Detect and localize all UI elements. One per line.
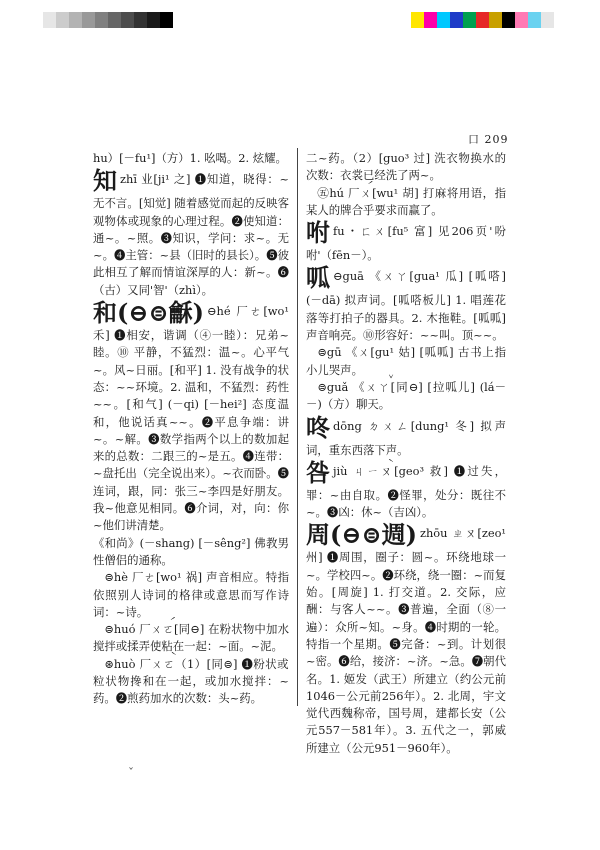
color-swatch-8	[502, 12, 515, 28]
entry-dong	[306, 414, 506, 459]
entry-fu-text: fu・ㄈㄨ[fu⁵ 富] 见206页'吩咐'（fēn－）。	[306, 224, 506, 263]
stray-pen-mark: ˇ	[128, 766, 134, 780]
color-calibration-strip	[411, 12, 554, 28]
color-swatch-2	[424, 12, 437, 28]
gray-swatch-10	[147, 12, 160, 28]
entry-gua-text: ⊖guā 《ㄨㄚ[gua¹ 瓜] [呱嗒] (－dā) 拟声词。[呱嗒板儿] 1. 唱莲花落等打拍子的器具。2. 木拖鞋。[呱呱] 声音响亮。⑩形容好：~~叫。顶~~。	[306, 269, 506, 343]
subentry-he-3: ⊜huó 厂ㄨㄛ́[同⊖] 在粉状物中加水搅拌或揉弄使粘在一起：~面。~泥。	[93, 622, 289, 654]
grayscale-calibration-strip	[30, 12, 173, 28]
headword-jiu: 咎	[306, 457, 330, 487]
subentry-he-2: ⊜hè 厂ㄜ[wo¹ 祸] 声音相应。特指依照别人诗词的格律或意思而写作诗词：~诗。	[93, 570, 289, 619]
gray-swatch-7	[108, 12, 121, 28]
color-swatch-1	[411, 12, 424, 28]
gray-swatch-8	[121, 12, 134, 28]
right-column	[306, 150, 506, 757]
entry-gua	[306, 264, 506, 344]
color-swatch-5	[463, 12, 476, 28]
gray-swatch-3	[56, 12, 69, 28]
subentry-heshang: 《和尚》(－shang) [－sêng²] 佛教男性僧侣的通称。	[93, 535, 289, 567]
subentry-gua-2: ⊜gū 《ㄨ[gu¹ 姑] [呱呱] 古书上指小儿哭声。	[306, 345, 506, 377]
subentry-gua-3: ⊜guǎ 《ㄨㄚ̌[同⊖] [拉呱儿] (lá－－)（方）聊天。	[306, 379, 506, 412]
left-column	[93, 150, 289, 708]
entry-continuation-right: 二~药。（2）[guo³ 过] 洗衣物换水的次数：衣裳已经洗了两~。	[306, 151, 506, 183]
entry-zhou-text: zhōu ㄓㄡ[zeo¹ 州] ❶周围，圈子：圆~。环绕地球一~。学校四~。❷环绕，绕一圈：~而复始。[周旋] 1. 打交道。2. 交际，应酬：与客人~~。❸普遍，全面（⑧一遍）：众所~知。~身。❹时期的一轮。特指一个星期。❺完备：~到。计划很~密。❻给，接济：~济。~急。❼朝代名。1. 姬发（武王）所建立（约公元前1046－公元前256年）。2. 北周，宇文觉代西魏称帝，国号周，建都长安（公元557－581年）。3. 五代之一，郭威所建立（公元951－960年）。	[306, 526, 506, 755]
entry-zhou	[306, 521, 506, 757]
gray-swatch-4	[69, 12, 82, 28]
color-swatch-11	[541, 12, 554, 28]
color-swatch-6	[476, 12, 489, 28]
gray-swatch-6	[95, 12, 108, 28]
headword-gua: 呱	[306, 263, 330, 293]
entry-jiu-text: jiù ㄐㄧㄡ̀[geo³ 救] ❶过失，罪：~由自取。❷怪罪，处分：既往不~。❸凶：休~（吉凶）。	[306, 463, 506, 520]
entry-he-text: ⊖hé 厂ㄜ[wo¹ 禾] ❶相安，谐调（④一睦）：兄弟~睦。⑩ 平静，不猛烈：温~。心平气~。风~日丽。[和平] 1. 没有战争的状态：~~环境。2. 温和，不猛烈：药性~~。[和气] (－qi) [－hei²] 态度温和，他说话真~~。❷平息争端：讲~。~解。❸数学指两个以上的数加起来的总数：二跟三的~是五。❹连带：~盘托出（完全说出来）。~衣而卧。❺连词，跟，同：张三~李四是好朋友。我~他意见相同。❻介词，对，向：你~他们讲清楚。	[93, 304, 289, 533]
gray-swatch-5	[82, 12, 95, 28]
entry-he	[93, 299, 289, 535]
color-swatch-3	[437, 12, 450, 28]
headword-he: 和(⊖⊜龢)	[93, 298, 204, 328]
entry-dong-text: dōng ㄉㄨㄥ[dung¹ 冬] 拟声词，重东西落下声。	[306, 418, 506, 457]
entry-fu	[306, 219, 506, 264]
gray-swatch-2	[43, 12, 56, 28]
subentry-he-4: ⊛huò 厂ㄨㄛ̀（1）[同⊜] ❶粉状或粒状物搀和在一起，或加水搅拌：~药。❷煎药加水的次数：头~药。	[93, 656, 289, 706]
entry-zhi-text: zhī 业[ji¹ 之] ❶知道，晓得：~无不言。[知觉] 随着感觉而起的反映客观物体或现象的心理过程。❷使知道：通~。~照。❸知识，学问：求~。无~。❹主管：~县（旧时的县长）。❺彼此相互了解而情谊深厚的人：新~。❻（古）又同'智'（zhì）。	[93, 172, 289, 297]
headword-zhou: 周(⊖⊜週)	[306, 520, 417, 550]
entry-zhi	[93, 167, 289, 299]
headword-zhi: 知	[93, 166, 117, 196]
color-swatch-4	[450, 12, 463, 28]
column-divider	[297, 148, 298, 706]
headword-dong: 咚	[306, 412, 330, 442]
entry-continuation: hu）[－fu¹]（方）1. 吆喝。2. 炫耀。	[93, 151, 287, 165]
subentry-he-5: ㊄hú 厂ㄨ́[wu¹ 胡] 打麻将用语，指某人的牌合乎要求而赢了。	[306, 185, 506, 217]
color-swatch-10	[528, 12, 541, 28]
color-swatch-7	[489, 12, 502, 28]
entry-jiu	[306, 459, 506, 522]
gray-swatch-1	[30, 12, 43, 28]
color-swatch-9	[515, 12, 528, 28]
gray-swatch-11	[160, 12, 173, 28]
headword-fu: 咐	[306, 218, 330, 248]
page-header: 口 209	[468, 133, 509, 146]
gray-swatch-9	[134, 12, 147, 28]
